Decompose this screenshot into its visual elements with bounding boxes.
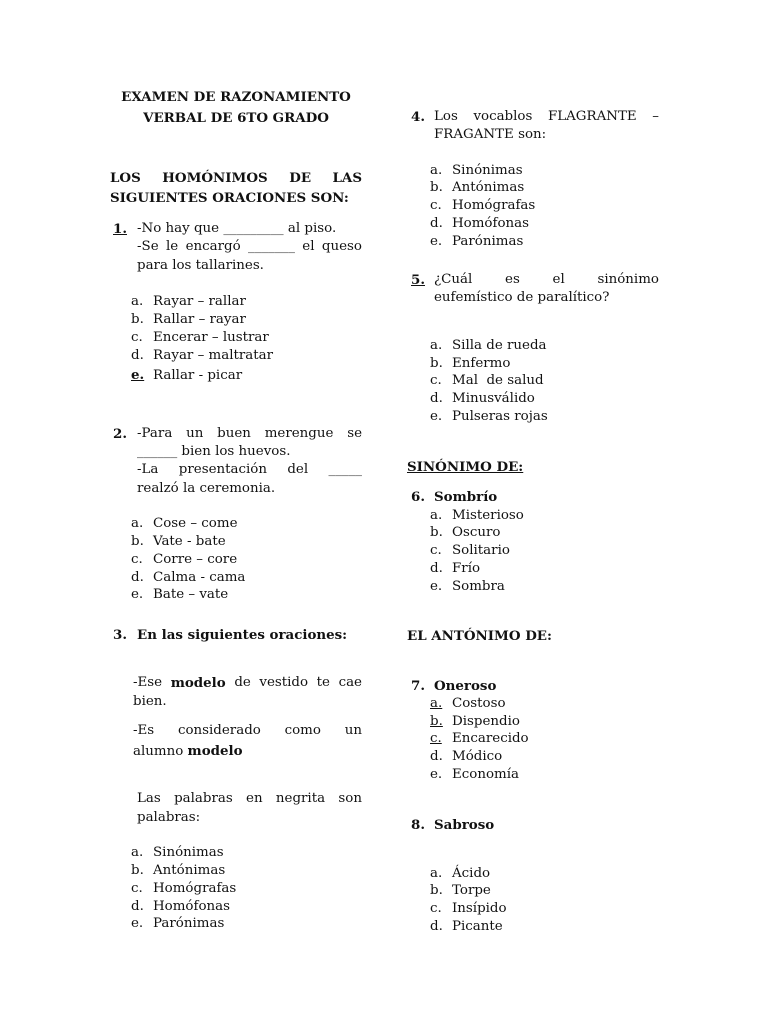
question-3-sentence-1-line-2: bien. [133,694,167,709]
q5-option-d[interactable] [430,391,535,406]
option-text: Módico [452,749,503,764]
bold-word-modelo: modelo [170,675,226,691]
word: _______ [248,239,295,254]
word: alumno [133,744,184,759]
question-4-line-1 [434,109,659,124]
q3-option-c[interactable] [131,881,236,896]
question-5-line-1 [434,272,659,287]
word: es [505,272,520,287]
option-letter: b. [430,714,443,729]
option-letter: c. [430,731,442,746]
q8-option-a[interactable] [430,866,490,881]
question-7-number: 7. [411,678,425,694]
section-homonyms-heading-line-2: SIGUIENTES ORACIONES SON: [110,190,349,206]
option-letter: c. [430,543,442,558]
word: – [652,109,659,124]
option-text: Oscuro [452,525,501,540]
word: de [234,675,251,690]
option-letter: e. [131,367,145,383]
option-text: Solitario [452,543,510,558]
option-letter: e. [430,234,443,249]
question-6-word: Sombrío [434,489,498,505]
option-text: Encerar – lustrar [153,330,269,345]
option-letter: d. [430,561,443,576]
question-1-number: 1. [113,221,127,237]
word: negrita [275,791,326,806]
option-letter: d. [131,570,144,585]
option-text: Vate - bate [153,534,226,549]
question-3-prompt-line-2: palabras: [137,810,201,825]
option-text: Frío [452,561,481,576]
question-8-word: Sabroso [434,817,495,833]
option-letter: a. [430,338,443,353]
option-letter: c. [131,330,143,345]
option-letter: e. [131,916,144,931]
question-6-number: 6. [411,489,425,505]
q4-option-d[interactable] [430,216,529,231]
word: -La [137,462,159,477]
option-letter: b. [430,356,443,371]
word: se [347,426,362,441]
word: FLAGRANTE [547,109,637,124]
question-3-sentence-2-line-2 [133,743,243,759]
option-text: Rayar – rallar [153,294,246,309]
question-2-line-3 [137,462,362,477]
question-2-line-4: realzó la ceremonia. [137,481,276,496]
question-1-line-3: para los tallarines. [137,258,264,273]
option-letter: c. [131,552,143,567]
option-letter: a. [430,866,443,881]
option-text: Antónimas [452,180,525,195]
q2-option-d[interactable] [131,570,245,585]
word: queso [321,239,362,254]
q7-option-a[interactable] [430,696,506,711]
option-letter: e. [430,409,443,424]
q7-option-b[interactable] [430,714,520,729]
synonym-section-heading: SINÓNIMO DE: [407,459,524,475]
option-letter: b. [430,883,443,898]
q7-option-c[interactable] [430,731,529,746]
option-text: Cose – come [153,516,238,531]
question-8-number: 8. [411,817,425,833]
word: son [338,791,362,806]
section-homonyms-heading-line-1 [110,170,362,186]
q5-option-a[interactable] [430,338,547,353]
question-5-line-2: eufemístico de paralítico? [434,290,610,305]
q6-option-c[interactable] [430,543,510,558]
antonym-section-heading: EL ANTÓNIMO DE: [407,628,552,644]
question-1-line-2 [137,239,362,254]
word: vocablos [473,109,533,124]
option-letter: b. [131,534,144,549]
option-text: Sombra [452,579,505,594]
word: considerado [177,723,261,738]
option-text: Homógrafas [153,881,237,896]
option-letter: d. [430,216,443,231]
word: -Ese [133,675,163,690]
option-text: Rallar – rayar [153,312,246,327]
word: Las [137,791,161,806]
q1-option-b[interactable] [131,312,246,327]
word: -Es [133,723,155,738]
word: -Para [137,426,173,441]
word: un [186,426,204,441]
word: como [284,723,321,738]
q2-option-a[interactable] [131,516,238,531]
word: ¿Cuál [434,272,473,287]
question-2-line-1 [137,426,362,441]
option-letter: d. [430,749,443,764]
option-text: Parónimas [452,234,524,249]
option-letter: b. [430,525,443,540]
q6-option-a[interactable] [430,508,524,523]
q2-option-c[interactable] [131,552,237,567]
question-3-sentence-2 [133,723,362,738]
word: el [552,272,565,287]
q7-option-e[interactable] [430,767,519,782]
heading-word: HOMÓNIMOS [162,170,268,186]
option-text: Sinónimas [153,845,224,860]
option-text: Silla de rueda [452,338,547,353]
q8-option-d[interactable] [430,919,503,934]
question-7-word: Oneroso [434,678,497,694]
word: el [302,239,315,254]
option-letter: b. [430,180,443,195]
option-text: Rayar – maltratar [153,348,274,363]
option-text: Mal de salud [452,373,544,388]
q1-option-e-selected[interactable] [131,367,242,383]
option-letter: e. [430,767,443,782]
q6-option-d[interactable] [430,561,480,576]
question-4-number: 4. [411,109,425,125]
option-letter: d. [131,348,144,363]
option-letter: a. [131,516,144,531]
question-5-number: 5. [411,272,425,288]
option-letter: b. [131,863,144,878]
bold-word-modelo: modelo [187,743,243,759]
word: cae [338,675,362,690]
option-text: Misterioso [452,508,524,523]
q7-option-d[interactable] [430,749,502,764]
word: buen [217,426,251,441]
q1-option-d[interactable] [131,348,273,363]
exam-title-line-2: VERBAL DE 6TO GRADO [143,110,329,126]
q6-option-e[interactable] [430,579,505,594]
option-text: Corre – core [153,552,238,567]
word: vestido [259,675,309,690]
q3-option-d[interactable] [131,899,230,914]
word: un [344,723,362,738]
word: le [166,239,179,254]
q5-option-e[interactable] [430,409,548,424]
option-text: Antónimas [153,863,226,878]
word: sinónimo [597,272,659,287]
option-text: Rallar - picar [153,368,243,383]
q4-option-e[interactable] [430,234,523,249]
q4-option-b[interactable] [430,180,524,195]
q3-option-b[interactable] [131,863,225,878]
question-3-sentence-1 [133,675,362,691]
option-text: Costoso [452,696,506,711]
option-text: Calma - cama [153,570,246,585]
option-text: Ácido [452,866,491,881]
word: del [287,462,309,477]
word: _____ [328,462,362,477]
option-text: Homófonas [452,216,529,231]
q3-option-a[interactable] [131,845,224,860]
option-letter: d. [131,899,144,914]
question-4-line-2: FRAGANTE son: [434,127,547,142]
word: encargó [185,239,241,254]
question-1-line-1: -No hay que _________ al piso. [137,221,337,236]
word: merengue [264,426,334,441]
option-text: Dispendio [452,714,520,729]
option-text: Insípido [452,901,507,916]
option-letter: b. [131,312,144,327]
option-text: Parónimas [153,916,225,931]
option-letter: e. [430,579,443,594]
option-letter: a. [430,696,443,711]
word: te [316,675,330,690]
option-letter: a. [131,845,144,860]
q5-option-c[interactable] [430,373,544,388]
q2-option-e[interactable] [131,587,228,602]
question-2-line-2: ______ bien los huevos. [137,444,291,459]
word: en [246,791,263,806]
option-text: Minusválido [452,391,535,406]
option-letter: c. [430,373,442,388]
option-text: Picante [452,919,503,934]
option-text: Bate – vate [153,587,229,602]
option-letter: c. [430,198,442,213]
q8-option-b[interactable] [430,883,491,898]
q3-option-e[interactable] [131,916,224,931]
q6-option-b[interactable] [430,525,500,540]
option-text: Torpe [452,883,491,898]
option-letter: a. [430,163,443,178]
option-letter: c. [430,901,442,916]
option-letter: c. [131,881,143,896]
question-3-title: En las siguientes oraciones: [137,627,348,643]
q2-option-b[interactable] [131,534,226,549]
option-text: Sinónimas [452,163,523,178]
option-text: Economía [452,767,519,782]
q1-option-a[interactable] [131,294,246,309]
option-letter: e. [131,587,144,602]
question-2-number: 2. [113,426,127,442]
q4-option-a[interactable] [430,163,523,178]
option-text: Homógrafas [452,198,536,213]
heading-word: LAS [332,170,362,186]
option-text: Homófonas [153,899,230,914]
option-text: Pulseras rojas [452,409,548,424]
q4-option-c[interactable] [430,198,535,213]
option-letter: d. [430,391,443,406]
word: Los [434,109,458,124]
heading-word: LOS [110,170,141,186]
q1-option-c[interactable] [131,330,269,345]
word: presentación [178,462,267,477]
option-letter: a. [131,294,144,309]
option-text: Enfermo [452,356,511,371]
exam-title-line-1: EXAMEN DE RAZONAMIENTO [121,89,351,105]
word: -Se [137,239,159,254]
option-text: Encarecido [452,731,529,746]
q8-option-c[interactable] [430,901,507,916]
option-letter: d. [430,919,443,934]
question-3-prompt [137,791,362,806]
option-letter: a. [430,508,443,523]
q5-option-b[interactable] [430,356,510,371]
question-3-number: 3. [113,627,127,643]
heading-word: DE [289,170,312,186]
word: palabras [174,791,233,806]
